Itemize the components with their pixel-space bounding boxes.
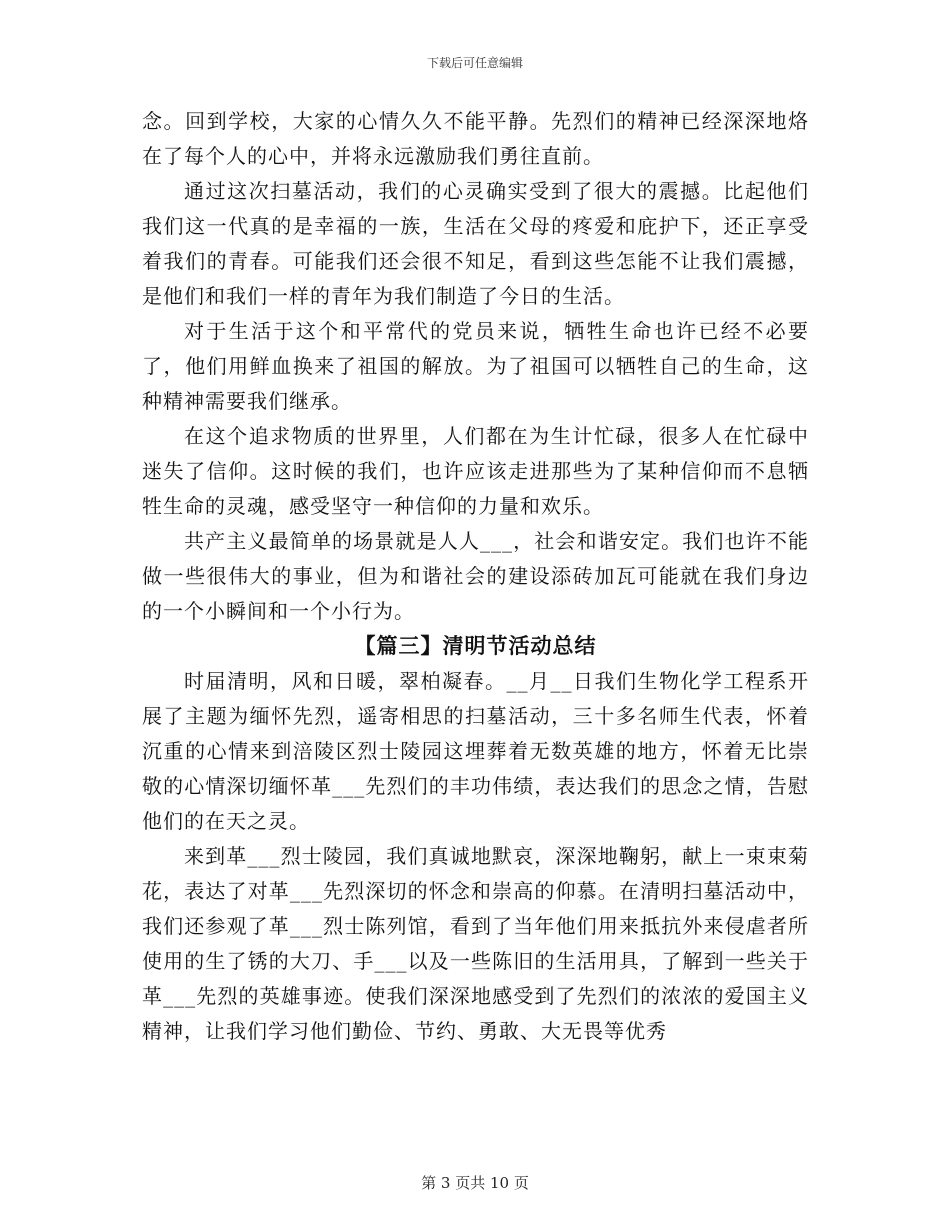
page-header: 下载后可任意编辑 (426, 56, 523, 70)
paragraph-continued: 念。回到学校，大家的心情久久不能平静。先烈们的精神已经深深地烙在了每个人的心中，并将永远激励我们勇往直前。 (142, 109, 809, 168)
paragraph: 时届清明，风和日暖，翠柏凝春。__月__日我们生物化学工程系开展了主题为缅怀先烈，遥寄相思的扫墓活动，三十多名师生代表，怀着沉重的心情来到涪陵区烈士陵园这埋葬着无数英雄的地方，怀着无比崇敬的心情深切缅怀革___先烈们的丰功伟绩，表达我们的思念之情，告慰他们的在天之灵。 (142, 669, 809, 833)
page-footer: 第 3 页共 10 页 (421, 1174, 529, 1192)
paragraph: 来到革___烈士陵园，我们真诚地默哀，深深地鞠躬，献上一束束菊花，表达了对革___先烈深切的怀念和崇高的仰慕。在清明扫墓活动中，我们还参观了革___烈士陈列馆，看到了当年他们用来抵抗外来侵虐者所使用的生了锈的大刀、手___以及一些陈旧的生活用具，了解到一些关于革___先烈的英雄事迹。使我们深深地感受到了先烈们的浓浓的爱国主义精神，让我们学习他们勤俭、节约、勇敢、大无畏等优秀 (142, 844, 809, 1043)
paragraph: 共产主义最简单的场景就是人人___，社会和谐安定。我们也许不能做一些很伟大的事业，但为和谐社会的建设添砖加瓦可能就在我们身边的一个小瞬间和一个小行为。 (142, 529, 809, 623)
section-title: 【篇三】清明节活动总结 (354, 634, 597, 658)
paragraph: 通过这次扫墓活动，我们的心灵确实受到了很大的震撼。比起他们我们这一代真的是幸福的一族，生活在父母的疼爱和庇护下，还正享受着我们的青春。可能我们还会很不知足，看到这些怎能不让我们震撼，是他们和我们一样的青年为我们制造了今日的生活。 (142, 179, 809, 308)
paragraph: 在这个追求物质的世界里，人们都在为生计忙碌，很多人在忙碌中迷失了信仰。这时候的我们，也许应该走进那些为了某种信仰而不息牺牲生命的灵魂，感受坚守一种信仰的力量和欢乐。 (142, 424, 809, 518)
paragraph: 对于生活于这个和平常代的党员来说，牺牲生命也许已经不必要了，他们用鲜血换来了祖国的解放。为了祖国可以牺牲自己的生命，这种精神需要我们继承。 (142, 319, 809, 413)
document-body (142, 104, 809, 1049)
